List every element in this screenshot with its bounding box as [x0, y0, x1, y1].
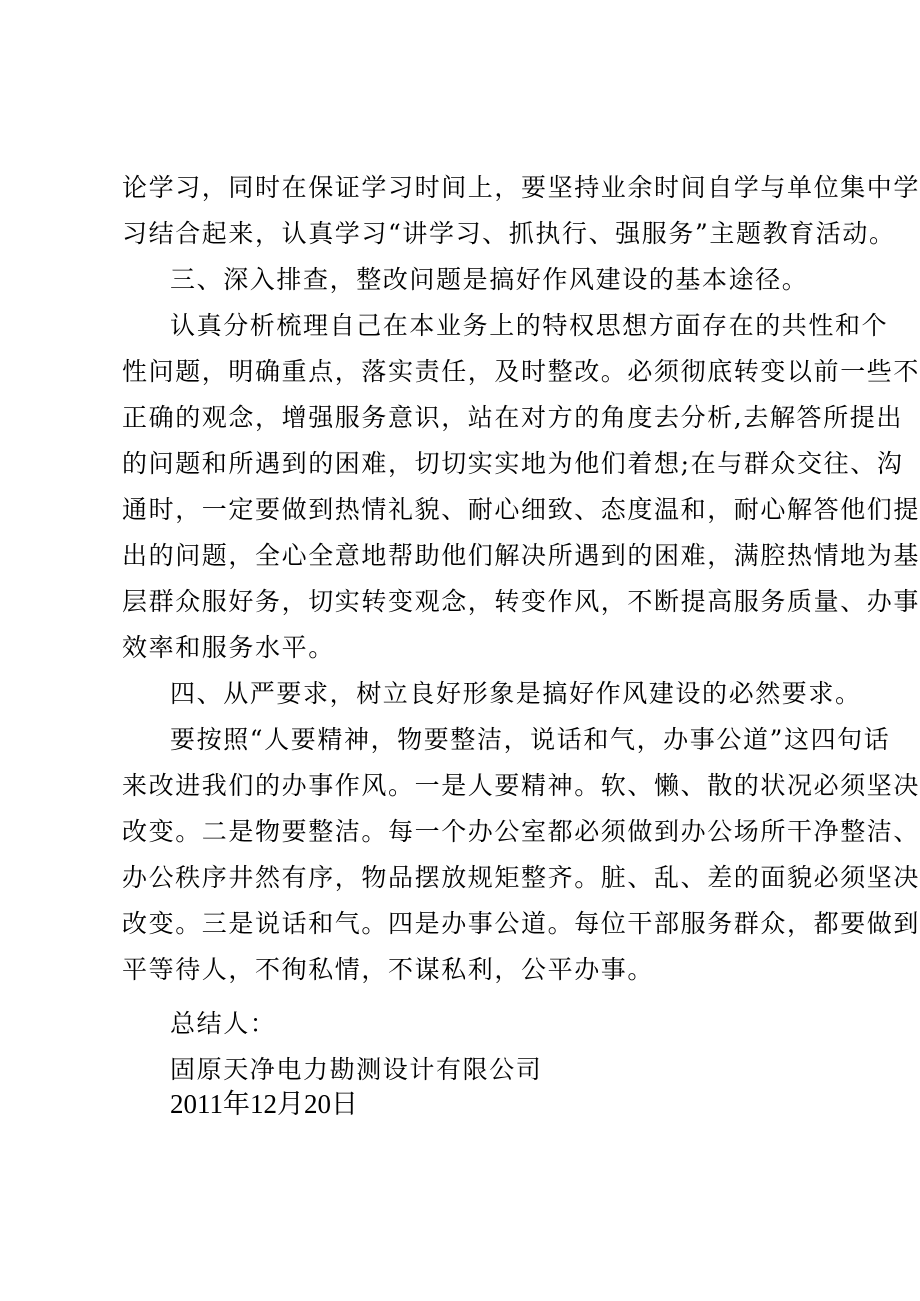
paragraph-line: 来改进我们的办事作风。一是人要精神。软、懒、散的状况必须坚决	[122, 771, 920, 800]
paragraph-line: 的问题和所遇到的困难，切切实实地为他们着想;在与群众交往、沟	[122, 449, 904, 478]
paragraph-line: 论学习，同时在保证学习时间上，要坚持业余时间自学与单位集中学	[122, 173, 920, 202]
paragraph-line: 层群众服好务，切实转变观念，转变作风，不断提高服务质量、办事	[122, 587, 920, 616]
paragraph-line: 习结合起来，认真学习“讲学习、抓执行、强服务”主题教育活动。	[122, 219, 896, 248]
paragraph-line: 正确的观念，增强服务意识，站在对方的角度去分析,去解答所提出	[122, 403, 903, 432]
section-heading: 四、从严要求，树立良好形象是搞好作风建设的必然要求。	[170, 679, 862, 708]
organization-name: 固原天净电力勘测设计有限公司	[170, 1055, 543, 1084]
paragraph-line: 改变。二是物要整洁。每一个办公室都必须做到办公场所干净整洁、	[122, 817, 920, 846]
paragraph-line: 出的问题，全心全意地帮助他们解决所遇到的困难，满腔热情地为基	[122, 541, 920, 570]
paragraph-line: 办公秩序井然有序，物品摆放规矩整齐。脏、乱、差的面貌必须坚决	[122, 863, 920, 892]
paragraph-line: 要按照“人要精神，物要整洁，说话和气，办事公道”这四句话	[170, 725, 891, 754]
summarizer-label: 总结人：	[170, 1009, 277, 1038]
paragraph-line: 通时，一定要做到热情礼貌、耐心细致、态度温和，耐心解答他们提	[122, 495, 920, 524]
paragraph-line: 性问题，明确重点，落实责任，及时整改。必须彻底转变以前一些不	[122, 357, 920, 386]
paragraph-line: 平等待人，不徇私情，不谋私利，公平办事。	[122, 955, 655, 984]
paragraph-line: 效率和服务水平。	[122, 633, 335, 662]
paragraph-line: 改变。三是说话和气。四是办事公道。每位干部服务群众，都要做到	[122, 909, 920, 938]
paragraph-line: 认真分析梳理自己在本业务上的特权思想方面存在的共性和个	[170, 311, 889, 340]
section-heading: 三、深入排查，整改问题是搞好作风建设的基本途径。	[170, 265, 809, 294]
document-date: 2011年12月20日	[170, 1089, 358, 1119]
